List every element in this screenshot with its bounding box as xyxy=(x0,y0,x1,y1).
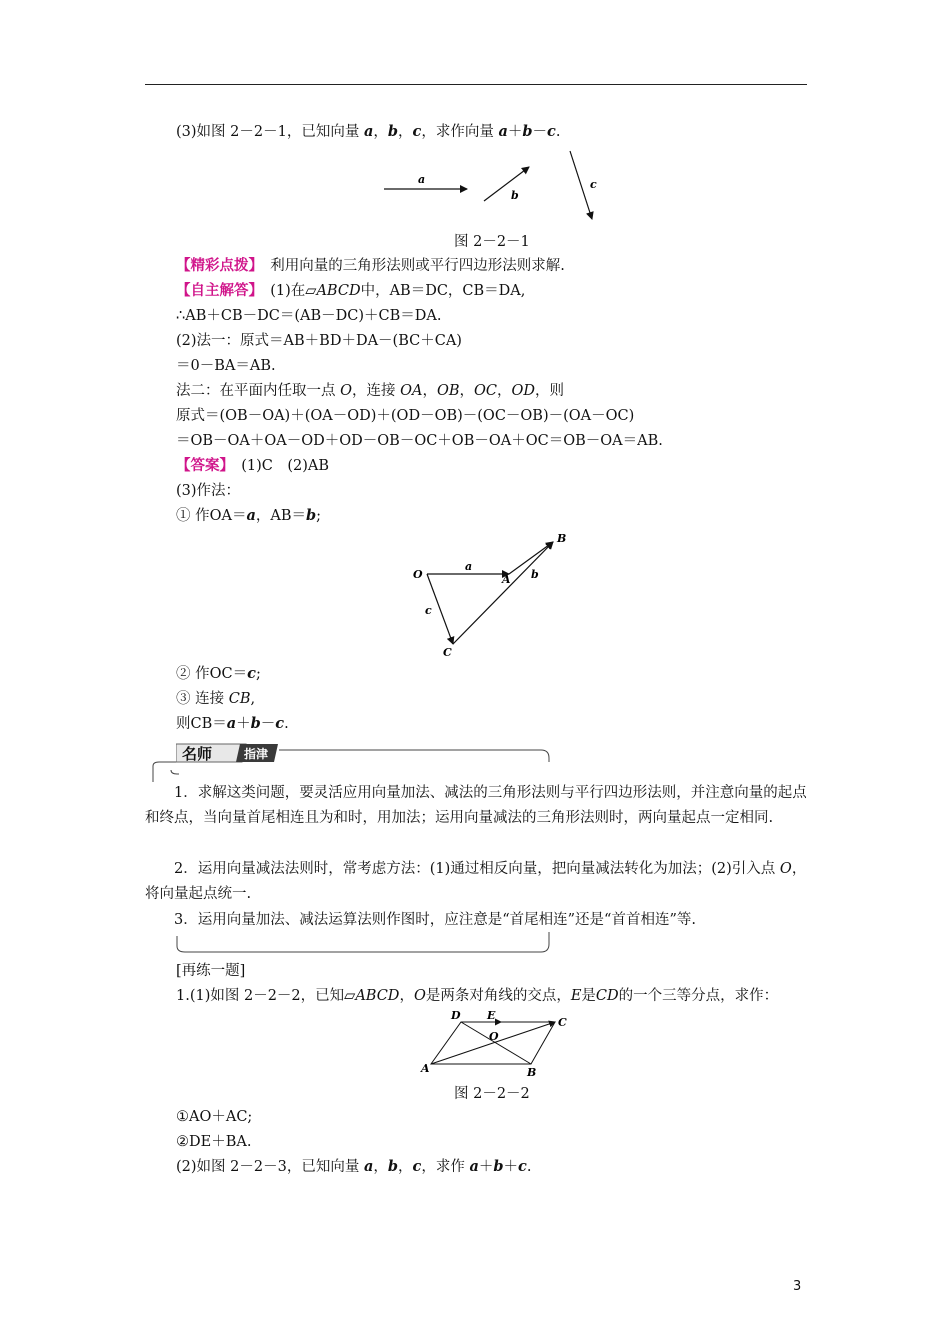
answer-step-2: ② 作OC＝c; xyxy=(176,665,261,682)
header-rule xyxy=(145,84,807,85)
diagonal-ac xyxy=(431,1022,555,1064)
point-a: A xyxy=(421,1062,430,1075)
solve-line-5: 法二：在平面内任取一点 O，连接 OA，OB，OC，OD，则 xyxy=(176,383,565,399)
label-a: a xyxy=(465,560,473,573)
figure-2-2-1 xyxy=(370,145,610,230)
solve-tag: 【自主解答】 xyxy=(176,282,256,299)
figure-caption: 图 2－2－1 xyxy=(454,234,530,250)
label-b: b xyxy=(511,189,519,202)
point-b: B xyxy=(557,532,567,545)
point-d: D xyxy=(451,1009,461,1022)
answer-step-1: ① 作OA＝a，AB＝b; xyxy=(176,507,322,524)
vector-b xyxy=(484,167,529,201)
solve-line-4: ＝0－BA＝AB. xyxy=(176,358,276,374)
answer-step-3: ③ 连接 CB, xyxy=(176,691,256,707)
figure-2-2-2-caption: 图 2－2－2 xyxy=(454,1086,530,1102)
diagonal-bd xyxy=(461,1022,531,1064)
tips-paragraph-1: 1．求解这类问题，要灵活应用向量加法、减法的三角形法则与平行四边形法则，并注意向量的起点和终点，当向量首尾相连且为和时，用加法；运用向量减法的三角形法则时，两向量起点一定相同. xyxy=(145,785,807,826)
practice-title: [再练一题] xyxy=(176,963,246,979)
answer-tag: 【答案】 xyxy=(176,457,227,474)
tips-paragraph-2: 2．运用向量减法法则时，常考虑方法：(1)通过相反向量，把向量减法转化为加法；(2)引入点 O，将向量起点统一. xyxy=(145,861,807,902)
practice-item-1: ①AO＋AC; xyxy=(176,1109,253,1125)
point-o: O xyxy=(489,1030,499,1043)
tips-badge-right: 指津 xyxy=(244,747,269,761)
practice-q1: 1.(1)如图 2－2－2，已知▱ABCD，O是两条对角线的交点，E是CD的一个三等分点，求作： xyxy=(176,988,779,1004)
answer-line: 【答案】 (1)C (2)AB xyxy=(176,457,330,474)
page-number: 3 xyxy=(793,1279,802,1294)
vector-c xyxy=(570,151,592,219)
label-c: c xyxy=(425,604,432,617)
solve-line-7: ＝OB－OA＋OA－OD＋OD－OB－OC＋OB－OA＋OC＝OB－OA＝AB. xyxy=(176,433,663,449)
answer-step-0: (3)作法： xyxy=(176,483,241,499)
tips-paragraph-3: 3．运用向量加法、减法运算法则作图时，应注意是“首尾相连”还是“首首相连”等. xyxy=(174,912,696,928)
solve-line-6: 原式＝(OB－OA)＋(OA－OD)＋(OD－OB)－(OC－OB)－(OA－OC) xyxy=(176,408,635,424)
solve-line-2: ∴AB＋CB－DC＝(AB－DC)＋CB＝DA. xyxy=(176,308,442,324)
point-c: C xyxy=(443,646,452,659)
solve-line-3: (2)法一：原式＝AB＋BD＋DA－(BC＋CA) xyxy=(176,333,462,349)
practice-q2: (2)如图 2－2－3，已知向量 a，b，c，求作 a＋b＋c. xyxy=(176,1158,532,1175)
point-b: B xyxy=(527,1066,537,1078)
answer-step-4: 则CB＝a＋b－c. xyxy=(176,715,289,732)
tips-badge-left: 名师 xyxy=(182,745,213,763)
point-e: E xyxy=(487,1009,496,1022)
practice-item-2: ②DE＋BA. xyxy=(176,1134,252,1150)
point-a: A xyxy=(502,573,511,586)
label-a: a xyxy=(418,173,426,186)
question-3: (3)如图 2－2－1，已知向量 a，b，c，求作向量 a＋b－c. xyxy=(176,123,561,140)
point-o: O xyxy=(413,568,423,581)
construction-figure xyxy=(405,530,585,662)
vector-cb xyxy=(453,542,553,644)
tips-badge xyxy=(176,741,278,765)
hint-line: 【精彩点拨】 利用向量的三角形法则或平行四边形法则求解. xyxy=(176,257,565,274)
solve-line-1: 【自主解答】 (1)在▱ABCD中，AB＝DC，CB＝DA, xyxy=(176,282,526,299)
label-b: b xyxy=(531,568,539,581)
figure-2-2-2 xyxy=(415,1008,575,1078)
hint-tag: 【精彩点拨】 xyxy=(176,257,256,274)
point-c: C xyxy=(558,1016,567,1029)
label-c: c xyxy=(590,178,597,191)
